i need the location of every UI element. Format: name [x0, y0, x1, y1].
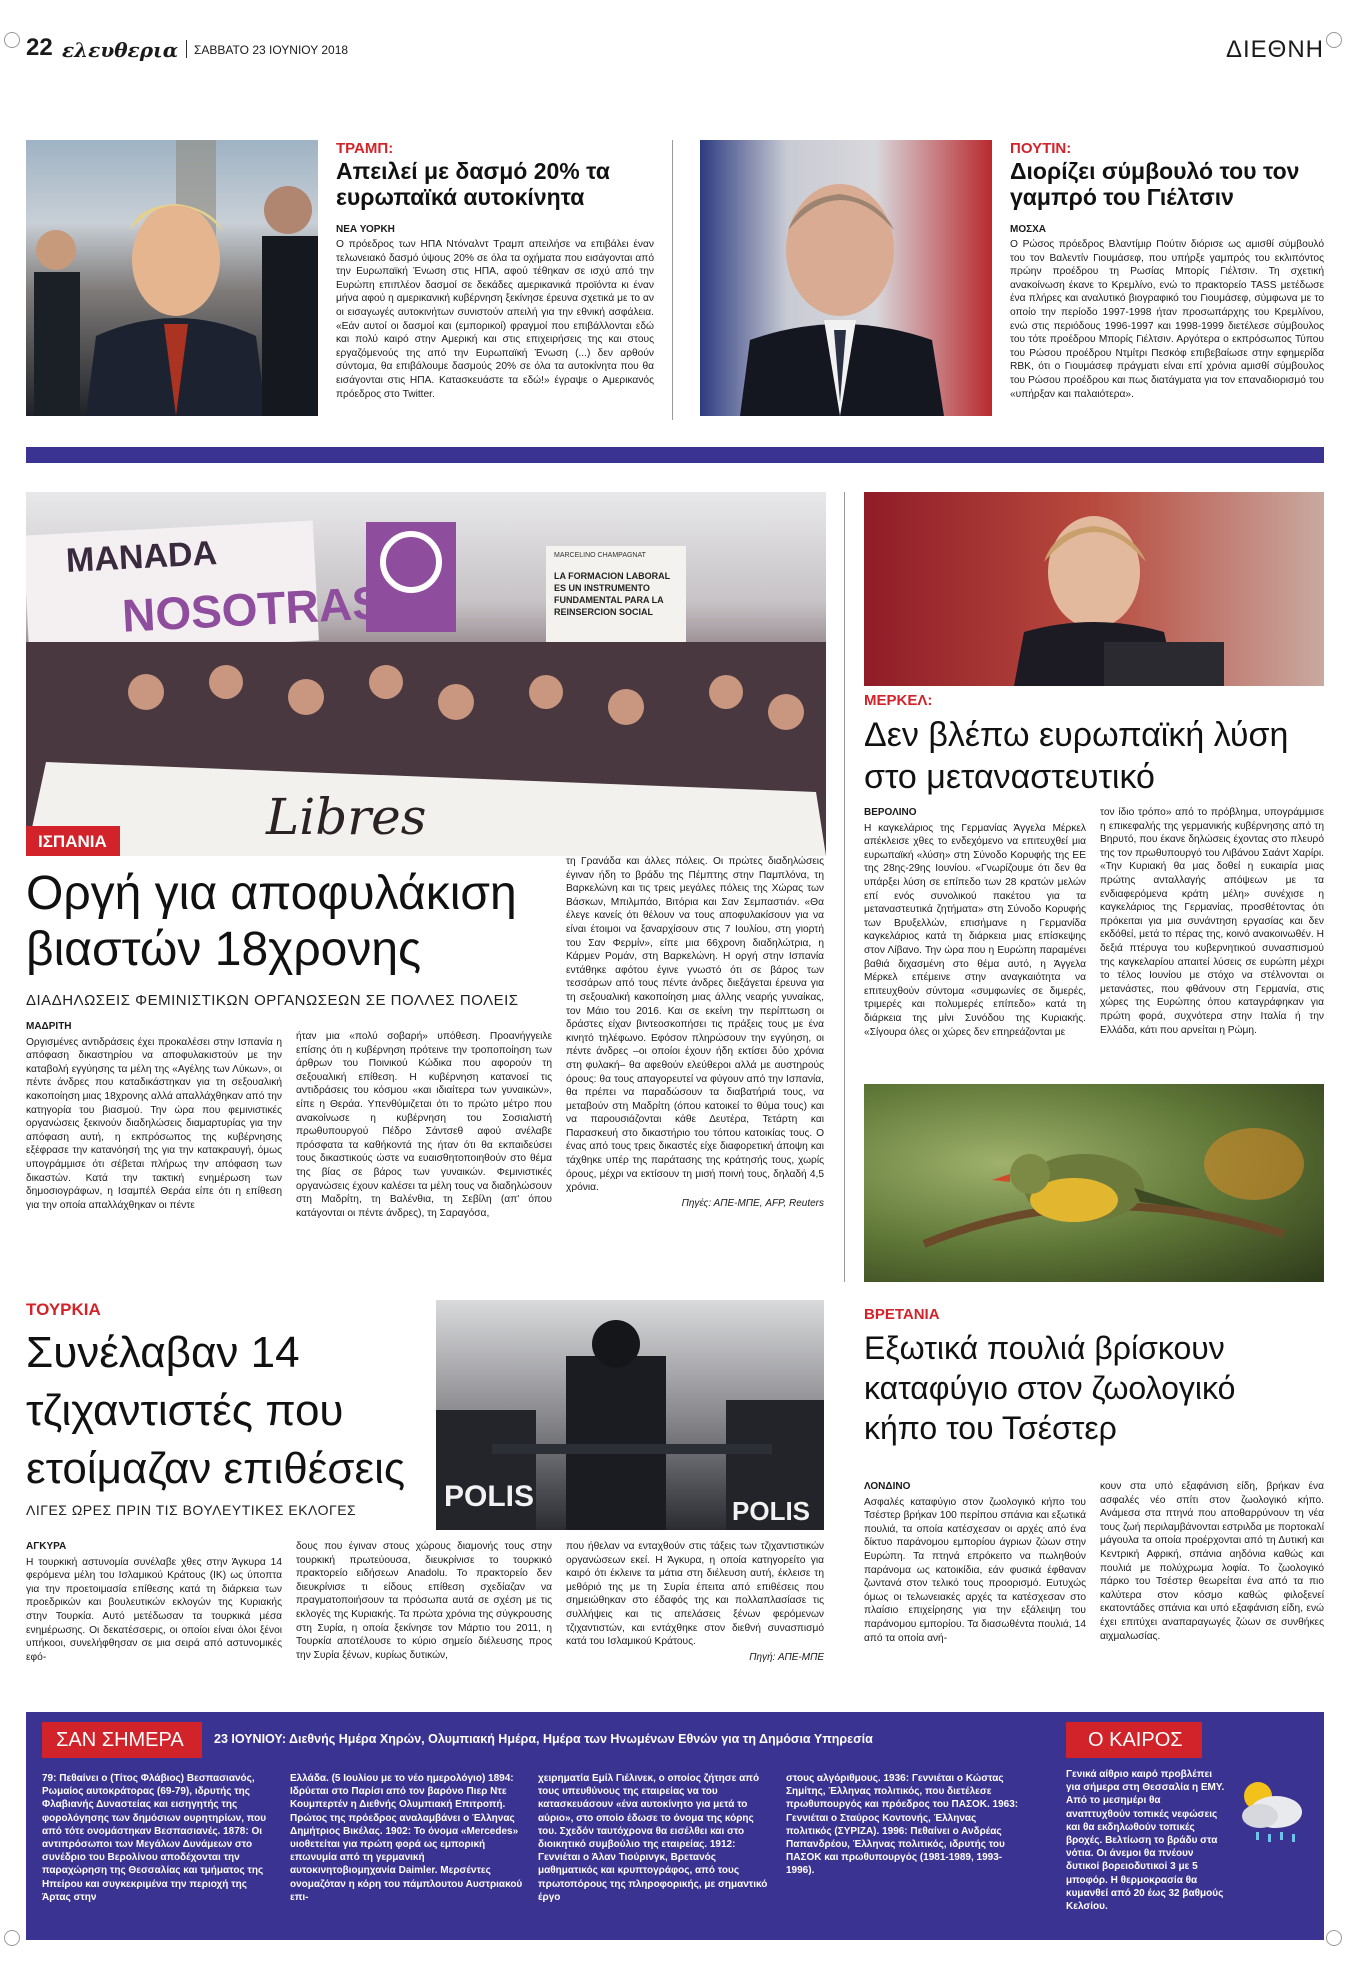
turkey-text-2: δους που έγιναν στους χώρους διαμονής τους στην τουρκική πρωτεύουσα, διευκρίνισε το τουρκικό πρακτορείο ειδήσεων Anadolu. Το πρακτορείο δεν διευκρίνισε τι είδους επίθεση σχεδίαζαν να πραγματοποιήσουν τα πρόσωπα αυτά σε σχέση με τις εκλογές της Κυριακής. Τα πρώτα χρόνια της σύγκρουσης στη Συρία, η οποία ξεκίνησε τον Μάρτιο του 2011, η Τουρκία αποτέλουσε το κύριο σημείο διέλευσης προς την Συρία ξένων, κυρίως δυτικών, — [296, 1541, 552, 1661]
putin-body — [1010, 223, 1324, 402]
turkey-title: Συνέλαβαν 14 τζιχαντιστές που ετοίμαζαν επιθέσεις — [26, 1328, 406, 1493]
today-col-2 — [290, 1772, 524, 1904]
column-divider — [844, 492, 845, 1282]
merkel-col-2 — [1100, 806, 1324, 1037]
trump-kicker: ΤΡΑΜΠ: — [336, 140, 394, 157]
bird-photo — [864, 1084, 1324, 1282]
today-headline: 23 ΙΟΥΝΙΟΥ: Διεθνής Ημέρα Χηρών, Ολυμπιακή Ημέρα, Ημέρα των Ηνωμένων Εθνών για τη Δημόσια Υπηρεσία — [214, 1732, 873, 1746]
brand-logo: ελευθερια — [62, 38, 179, 62]
merkel-dateline: ΒΕΡΟΛΙΝΟ — [864, 807, 917, 818]
spain-text-1: Οργισμένες αντιδράσεις έχει προκαλέσει στην Ισπανία η απόφαση δικαστηρίου να αποφυλακιστούν με την καταβολή εγγύησης τα μέλη της «Αγέλης των Λύκων», οι πέντε άνδρες που καταδικάστηκαν για τη σεξουαλική κακοποίηση μιας 18χρονης αλλά απαλλάχθηκαν από την κατηγορία του βιασμού. Την ώρα που φεμινιστικές οργανώσεις ξεκινούν διαδηλώσεις διαμαρτυρίας για την απόφαση αυτή, η εκπρόσωπος της κυβέρνησης εξέφρασε την κατανόησή της για την κατακραυγή, όμως υπογράμμισε ότι σέβεται πλήρως την απόφαση των δικαστών. Κατά την τακτική ενημέρωση των δημοσιογράφων, η Ισαμπέλ Θεράα είπε ότι η επίθεση για την οποία απαλλάχθηκαν οι πέντε — [26, 1036, 282, 1211]
putin-photo — [700, 140, 992, 416]
page-number: 22 — [26, 34, 53, 61]
merkel-photo — [864, 492, 1324, 686]
spain-col-1 — [26, 1020, 282, 1212]
police-vest-text-2: POLIS — [732, 1496, 811, 1526]
trump-text: Ο πρόεδρος των ΗΠΑ Ντόναλντ Τραμπ απειλήσε να επιβάλει έναν τελωνειακό δασμό ύψους 20% σε όλα τα οχήματα που εισάγονται από την Ευρωπαϊκή Ένωση στις ΗΠΑ, αφού τέθηκαν σε ισχύ από την Ευρώπη επιπλέον δασμοί σε δεκάδες αμερικανικά προϊόντα κι έναν μήνα αφού η αμερικανική κυβέρνηση ξεκίνησε έρευνα σχετικά με το αν οι εισαγωγές αυτοκινήτων συνιστούν απειλή για την εθνική ασφάλεια. «Εάν αυτοί οι δασμοί και (εμπορικοί) φραγμοί που επιβάλλονται εδώ και πολύ καιρό στην Αμερική και στις επιχειρήσεις της και στους εργαζόμενούς της από την Ευρωπαϊκή Ένωση (...) δεν αρθούν σύντομα, θα επιβάλουμε δασμούς 20% σε όλα τα αυτοκίνητα που θα εισάγονται στις ΗΠΑ. Κατασκευάστε τα εδώ!» έγραψε ο Αμερικανός πρόεδρος στο Twitter. — [336, 239, 654, 400]
weather-label-box — [1066, 1722, 1202, 1758]
spain-subtitle: ΔΙΑΔΗΛΩΣΕΙΣ ΦΕΜΙΝΙΣΤΙΚΩΝ ΟΡΓΑΝΩΣΕΩΝ ΣΕ ΠΟΛΛΕΣ ΠΟΛΕΙΣ — [26, 992, 519, 1009]
section-name: ΔΙΕΘΝΗ — [1225, 36, 1324, 63]
spain-text-2: ήταν μια «πολύ σοβαρή» υπόθεση. Προανήγγειλε επίσης ότι η κυβέρνηση πρότεινε την τροποποίηση των άρθρων του Ποινικού Κώδικα που αφορούν τη σεξουαλική επίθεση. Η κυβέρνηση κατανοεί τις αντιδράσεις του κόσμου «και ιδιαίτερα των γυναικών», είπε η Θεράα. Υπενθύμιζεται ότι το πρώτο μέτρο που ανακοίνωσε η κυβέρνηση του Σοσιαλιστή πρωθυπουργού Πέδρο Σάντσεθ αφού ανέλαβε πρόσφατα τα καθήκοντά της ήταν ότι θα εκπαιδεύσει τους δικαστικούς ώστε να ευαισθητοποιηθούν στο θέμα της βίας σε βάρος των γυναικών. Φεμινιστικές οργανώσεις έχουν καλέσει τα μέλη τους να διαδηλώσουν στη Μαδρίτη, τη Βαλένθια, τη Σεβίλη (απ' όπου κατάγονται οι πέντε άνδρες), τη Σαραγόσα, — [296, 1031, 552, 1219]
spain-title: Οργή για αποφυλάκιση βιαστών 18χρονης — [26, 867, 517, 976]
britain-col-2 — [1100, 1480, 1324, 1643]
divider — [186, 40, 187, 58]
putin-article — [1010, 140, 1324, 401]
section-rule — [26, 447, 1324, 463]
trump-photo — [26, 140, 318, 416]
putin-dateline: ΜΟΣΧΑ — [1010, 223, 1047, 235]
britain-text-1: Ασφαλές καταφύγιο στον ζωολογικό κήπο του Τσέστερ βρήκαν 100 περίπου σπάνια και εξωτικά πουλιά, τα οποία κατέσχεσαν οι αρχές από ένα δίκτυο παράνομου εμπορίου άγριων ζώων στην Ευρώπη. Τα πτηνά επρόκειτο να πωληθούν παράνομα ως κατοικίδια, εάν φυσικά έφθαναν ζωντανά στον τελικό τους προορισμό. Ευτυχώς όμως οι τελωνειακές αρχές τα κατέσχεσαν στο πλαίσιο επιχείρησης για την εξάλειψη του παράνομου εμπορίου. Τα διασωθέντα πουλιά, 14 από τα οποία ανή- — [864, 1496, 1086, 1644]
today-text-2: Ελλάδα. (5 Ιουλίου με το νέο ημερολόγιο) 1894: Ιδρύεται στο Παρίσι από τον βαρόνο Πιερ Ντε Κουμπερτέν η Διεθνής Ολυμπιακή Επιτροπή. Πρώτος της πρόεδρος αναλαμβάνει ο Έλληνας Δημήτριος Βικέλας. 1902: Το όνομα «Mercedes» υιοθετείται για πρώτη φορά ως εμπορική επωνυμία από τη γερμανική αυτοκινητοβιομηχανία Daimler. Μερσέντες ονομαζόταν η κόρη του πάμπλουτου Αυστριακού επι- — [290, 1773, 523, 1903]
today-text-1: 79: Πεθαίνει ο (Τίτος Φλάβιος) Βεσπασιανός, Ρωμαίος αυτοκράτορας (69-79), ιδρυτής της Φλαβιανής Δυναστείας και εισηγητής της φορολόγησης των δημόσιων ουρητηρίων, που από τότε ονομάστηκαν Βεσπασιανές. 1878: Οι αντιπρόσωποι των Μεγάλων Δυνάμεων στο συνέδριο του Βερολίνου αποδέχονται την παραχώρηση της Θεσσαλίας και τμήματος της Ηπείρου και συγκεκριμένα την περιοχή της Άρτας στην — [42, 1773, 267, 1903]
trump-article — [336, 140, 654, 401]
merkel-kicker: ΜΕΡΚΕΛ: — [864, 692, 933, 709]
turkey-text-3: που ήθελαν να ενταχθούν στις τάξεις των τζιχαντιστικών οργανώσεων εκεί. Η Άγκυρα, η οποία κατηγορείτο για καιρό ότι έκλεινε τα μάτια στη διέλευση αυτή, έκλεισε τη μεθόριό της με τη Συρία έπειτα από επιθέσεις που σημειώθηκαν στο έδαφός της και πολλαπλασίασε τις συλλήψεις και τις απελάσεις ξένων φερόμενων τζιχαντιστών, και εντάχθηκε στον διεθνή συνασπισμό κατά του Ισλαμικού Κράτους. — [566, 1541, 824, 1648]
today-col-1 — [42, 1772, 276, 1904]
merkel-title: Δεν βλέπω ευρωπαϊκή λύση στο μεταναστευτικό — [864, 716, 1289, 796]
police-vest-text: POLIS — [444, 1480, 535, 1513]
trump-title: Απειλεί με δασμό 20% τα ευρωπαϊκά αυτοκίνητα — [336, 158, 610, 210]
spain-protest-photo — [26, 492, 826, 856]
registration-mark — [4, 1930, 20, 1946]
turkey-dateline: ΑΓΚΥΡΑ — [26, 1541, 67, 1552]
britain-text-2: κουν στα υπό εξαφάνιση είδη, βρήκαν ένα ασφαλές νέο σπίτι στον ζωολογικό κήπο. Ανάμεσα στα πτηνά που αποθαρρύνουν τη νέα τους ζωή περιλαμβάνονται εστριλδα με πορτοκαλί μάγουλα τα οποία προέρχονται από τη Δυτική και Κεντρική Αφρική, σπάνια αηδόνια καθώς και πουλιά με πολύχρωμα λοφία. Το ζωολογικό πάρκο του Τσέστερ θεωρείται ένα από τα πιο καλύτερα στον κόσμο καθώς φιλοξενεί εκατοντάδες σπάνια και υπό εξαφάνιση είδη, ενώ έχει επιτύχει αναπαραγωγές ζώων σε συνθήκες αιχμαλωσίας. — [1100, 1481, 1324, 1642]
protest-banner-text: MANADA — [65, 534, 218, 580]
column-divider — [672, 140, 673, 420]
turkey-col-3 — [566, 1540, 824, 1664]
britain-col-1 — [864, 1480, 1086, 1645]
today-text-3: χειρηματία Εμίλ Γιέλινεκ, ο οποίος ζήτησε από τους υπευθύνους της εταιρείας να του κατασκευάσουν «ένα αυτοκίνητο για μετά το αύριο», στο οποίο έδωσε το όνομα της κόρης του. Σχεδόν ταυτόχρονα θα εισέλθει και στο διοικητικό συμβούλιο της εταιρείας. 1912: Γεννιέται ο Άλαν Τιούρινγκ, Βρετανός μαθηματικός και κρυπτογράφος, από τους πρωτοπόρους της πληροφορικής, με σημαντικό έργο — [538, 1773, 768, 1903]
turkey-text-1: Η τουρκική αστυνομία συνέλαβε χθες στην Άγκυρα 14 φερόμενα μέλη του Ισλαμικού Κράτους (ΙΚ) ως ύποπτα για την προετοιμασία επίθεσης κατά τη διάρκεια των προεδρικών και βουλευτικών εκλογών της Κυριακής στην Τουρκία. Αυτό μετέδωσαν τα τουρκικά μέσα ενημέρωσης. Οι δεκατέσσερις, οι οποίοι είναι όλοι ξένοι υπήκοοι, συνελήφθησαν σε μια σειρά από αστυνομικές εφό- — [26, 1556, 282, 1663]
today-label-box — [42, 1722, 202, 1758]
protest-banner-text-2: NOSOTRAS — [120, 576, 384, 642]
protest-sign: LA FORMACION LABORAL ES UN INSTRUMENTO FUNDAMENTAL PARA LA REINSERCION SOCIAL — [554, 571, 670, 617]
registration-mark — [1326, 1930, 1342, 1946]
today-col-4 — [786, 1772, 1020, 1878]
putin-title: Διορίζει σύμβουλό του τον γαμπρό του Γιέλτσιν — [1010, 158, 1300, 210]
turkey-subtitle: ΛΙΓΕΣ ΩΡΕΣ ΠΡΙΝ ΤΙΣ ΒΟΥΛΕΥΤΙΚΕΣ ΕΚΛΟΓΕΣ — [26, 1502, 357, 1518]
trump-dateline: ΝΕΑ ΥΟΡΚΗ — [336, 223, 395, 235]
page-header — [26, 34, 1324, 64]
weather-panel — [1066, 1768, 1310, 1928]
weather-cloud-rain-icon — [1230, 1772, 1310, 1852]
britain-title: Εξωτικά πουλιά βρίσκουν καταφύγιο στον ζωολογικό κήπο του Τσέστερ — [864, 1330, 1236, 1446]
turkey-col-1 — [26, 1540, 282, 1664]
registration-mark — [1326, 32, 1342, 48]
turkey-kicker: ΤΟΥΡΚΙΑ — [26, 1300, 101, 1319]
merkel-col-1 — [864, 806, 1086, 1039]
today-label: ΣΑΝ ΣΗΜΕΡΑ — [56, 1729, 184, 1751]
turkey-source: Πηγή: ΑΠΕ-ΜΠΕ — [749, 1651, 824, 1663]
trump-body — [336, 223, 654, 402]
turkey-police-photo — [436, 1300, 824, 1530]
weather-label: Ο ΚΑΙΡΟΣ — [1088, 1729, 1183, 1751]
protest-libres-text: Libres — [266, 788, 427, 846]
today-text-4: στους αλγόριθμους. 1936: Γεννιέται ο Κώστας Σημίτης, Έλληνας πολιτικός, που διετέλεσε πρωθυπουργός και πρόεδρος του ΠΑΣΟΚ. 1963: Γεννιέται ο Σταύρος Κοντονής, Έλληνας πολιτικός (ΣΥΡΙΖΑ). 1996: Πεθαίνει ο Ανδρέας Παπανδρέου, Έλληνας πολιτικός, ιδρυτής του ΠΑΣΟΚ και πρωθυπουργός (1981-1989, 1993-1996). — [786, 1773, 1019, 1877]
spain-kicker: ΙΣΠΑΝΙΑ — [38, 832, 107, 851]
spain-text-3: τη Γρανάδα και άλλες πόλεις. Οι πρώτες διαδηλώσεις έγιναν ήδη το βράδυ της Πέμπτης στην Παμπλόνα, τη Βαρκελώνη και τις τρεις μεγάλες πόλεις της Χώρας των Βάσκων, Μπιλμπάο, Βιτόρια και Σαν Σεμπαστιάν. «Θα έλεγε κανείς ότι θέλουν να τους αποφυλακίσουν για να είναι έτοιμοι να ξαναρχίσουν στις 7 Ιουλίου, στη γιορτή του Σαν Φερμίν», είπε μια 66χρονη διαδηλώτρια, η Κάρμεν Ρομάν, στη Βαρκελώνη. Η οργή στην Ισπανία εντάθηκε αφότου έγινε γνωστό ότι σε βάρος των τεσσάρων από τους πέντε άνδρες διεξάγεται έρευνα για τη σεξουαλική κακοποίηση μιας άλλης νεαρής γυναίκας, τον Μάιο του 2016. Και σε εκείνη την περίπτωση οι δράστες είχαν βιντεοσκοπήσει τις πράξεις τους με ένα κινητό τηλέφωνο. Εφόσον πληρώσουν την εγγύηση, οι πέντε άνδρες –οι οποίοι έχουν ήδη εκτίσει δύο χρόνια στη φυλακή– θα αφεθούν ελεύθεροι αλλά με αυστηρούς όρους: θα τους απαγορευτεί να φύγουν από την Ισπανία, θα πρέπει να παραδώσουν τα διαβατήριά τους, να μεταβούν στη Μαδρίτη (όπου κατοικεί το θύμα τους) και να παρουσιάζονται κάθε Δευτέρα, Τετάρτη και Παρασκευή στο δικαστήριο του τόπου κατοικίας τους. Ο ένας από τους τρεις δικαστές είχε διαφορετική άποψη και τάχθηκε υπέρ της παράτασης της κράτησής τους, χωρίς όρους, μέχρι να εκτίσουν τη μισή ποινή τους, δηλαδή 4,5 χρόνια. — [566, 856, 824, 1194]
spain-dateline: ΜΑΔΡΙΤΗ — [26, 1021, 72, 1032]
spain-kicker-box — [26, 826, 120, 856]
britain-kicker: ΒΡΕΤΑΝΙΑ — [864, 1306, 940, 1323]
spain-col-2 — [296, 1030, 552, 1220]
protest-sign-head: MARCELINO CHAMPAGNAT — [554, 552, 646, 559]
merkel-text-1: Η καγκελάριος της Γερμανίας Άγγελα Μέρκελ απέκλεισε χθες το ενδεχόμενο να επιτευχθεί μια ευρωπαϊκή «λύση» στη Σύνοδο Κορυφής της ΕΕ της 28ης-29ης Ιουνίου. «Γνωρίζουμε ότι δεν θα υπάρξει λύση σε επίπεδο των 28 κρατών μελών επί ενός συνολικού πακέτου για τα μεταναστευτικά ζητήματα» στη Σύνοδο Κορυφής των Βρυξελλών, επισήμανε η Γερμανίδα καγκελάριος κατά τη διάρκεια μιας επίσκεψης στον Λίβανο. Την ώρα που η Ευρώπη παραμένει βαθιά διχασμένη στο θέμα αυτό, η Άγγελα Μέρκελ επέμεινε στην αναγκαιότητα να επιτευχθούν σύντομα «συμφωνίες σε διμερές, τριμερές και πολυμερές επίπεδο» κατά τη διάρκεια της μίνι Συνόδου της Κυριακής. «Σίγουρα όλες οι χώρες δεν επηρεάζονται με — [864, 822, 1086, 1038]
britain-dateline: ΛΟΝΔΙΝΟ — [864, 1481, 911, 1492]
turkey-col-2 — [296, 1540, 552, 1662]
putin-kicker: ΠΟΥΤΙΝ: — [1010, 140, 1072, 157]
spain-col-3 — [566, 855, 824, 1210]
weather-text: Γενικά αίθριο καιρό προβλέπει για σήμερα στη Θεσσαλία η ΕΜΥ. Από το μεσημέρι θα αναπτυχθούν τοπικές νεφώσεις και θα εκδηλωθούν τοπικές βροχές. Βελτίωση το βράδυ στα νότια. Οι άνεμοι θα πνέουν δυτικοί βορειοδυτικοί 3 με 5 μποφόρ. Η θερμοκρασία θα κυμανθεί από 20 έως 32 βαθμούς Κελσίου. — [1066, 1769, 1225, 1913]
issue-date: ΣΑΒΒΑΤΟ 23 ΙΟΥΝΙΟΥ 2018 — [194, 43, 349, 57]
merkel-text-2: τον ίδιο τρόπο» από το πρόβλημα, υπογράμμισε η επικεφαλής της γερμανικής κυβέρνησης από τη Βηρυτό, που έκανε δηλώσεις έχοντας στο πλευρό της τον πρωθυπουργό του Λιβάνου Σαάντ Χαρίρι. «Την Κυριακή θα μας δοθεί η ευκαιρία μιας πρώτης ανταλλαγής απόψεων με τα ενδιαφερόμενα κράτη μέλη» συνέχισε η καγκελάριος της Γερμανίας, προσθέτοντας ότι πρόκειται για μια συνάντηση εργασίας και δεν εκδόθεί, μετά το πέρας της, κοινό ανακοινωθέν. Η δεξιά πτέρυγα του κυβερνητικού συνασπισμού της καγκελαρίου απαιτεί λύσεις σε ευρώπη μέχρι το τέλος Ιουνίου με στόχο να στέλνονται οι μετανάστες, που φθάνουν στη Γερμανία, στις χώρες της Ευρώπης όπου καταγράφηκαν για πρώτη φορά, συχνότερα στην Ιταλία ή την Ελλάδα, κάτι που αρνείται η Ρώμη. — [1100, 807, 1324, 1036]
spain-source: Πηγές: ΑΠΕ-ΜΠΕ, AFP, Reuters — [681, 1197, 824, 1209]
today-col-3 — [538, 1772, 772, 1904]
putin-text: Ο Ρώσος πρόεδρος Βλαντίμιρ Πούτιν διόρισε ως αμισθί σύμβουλό του τον Βαλεντίν Γιουμάσεφ, που υπήρξε γαμπρός του εκλιπόντος πρώην προέδρου τη Ρωσίας Μπορίς Γιέλτσιν. Τη σχετική ανακοίνωση έκανε το Κρεμλίνο, ενώ το πρακτορείο TASS μετέδωσε ένα πλήρες και αναλυτικό βιογραφικό του Γιουμάσεφ, σύμφωνα με το οποίο την περίοδο 1997-1998 ήταν προσωπάρχης του Κρεμλίνου, ενώ στις περιόδους 1996-1997 και 1998-1999 διετέλεσε σύμβουλος του τότε προέδρου Μπορίς Γιέλτσιν. Αργότερα ο εκπρόσωπος Τύπου του Ρώσου προέδρου Ντμίτρι Πεσκόφ επιβεβαίωσε στην εφημερίδα RBK, ότι ο Γιουμάσεφ πράγματι είναι επί χρόνια αμισθί σύμβουλος του Ρώσου προέδρου και πως διατάγματα για τον επαναδιορισμό του «υπήρξαν και παλαιότερα». — [1010, 239, 1324, 400]
registration-mark — [4, 32, 20, 48]
today-band — [26, 1712, 1324, 1940]
